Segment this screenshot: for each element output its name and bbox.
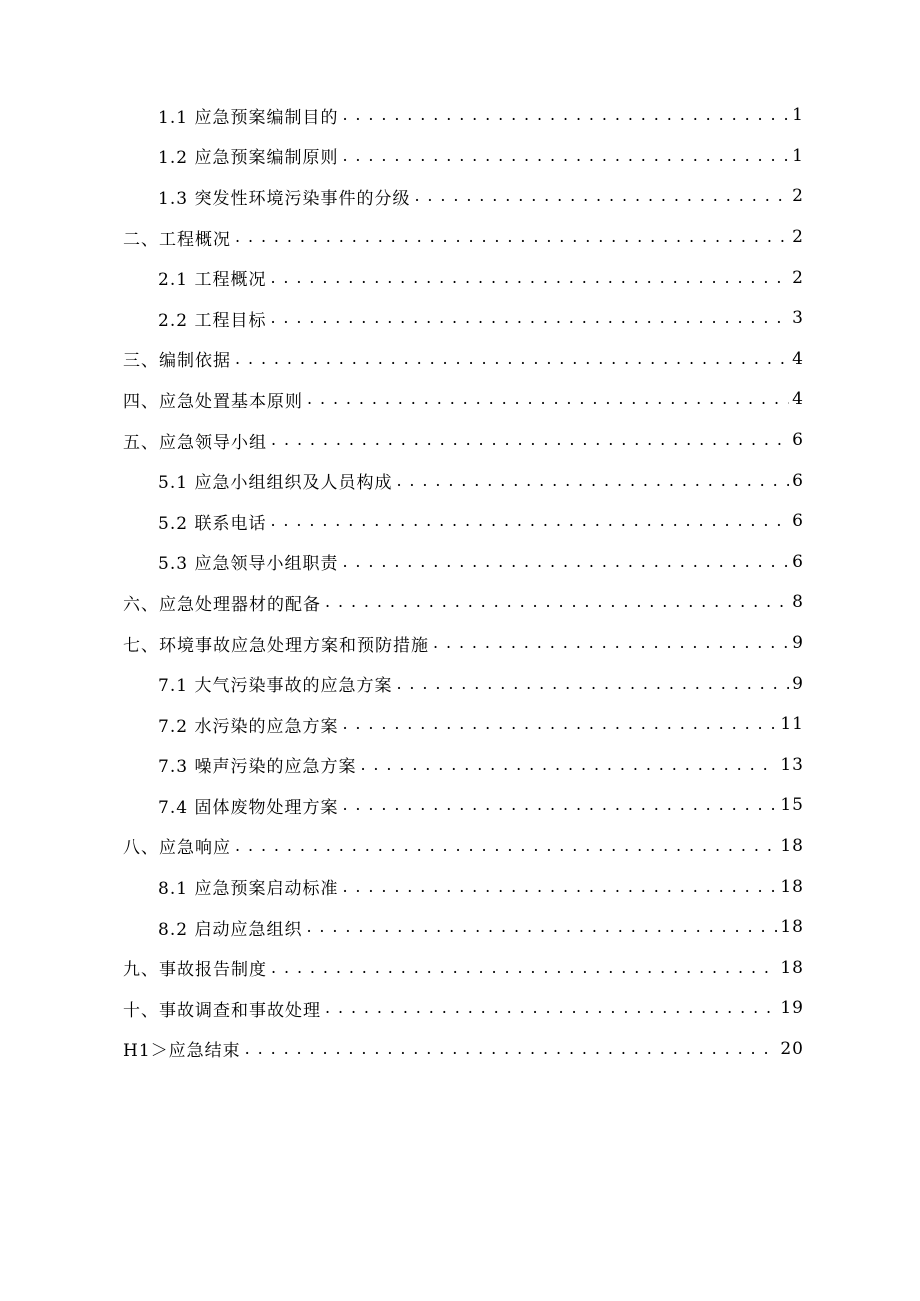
toc-entry-page-number: 13 (780, 754, 804, 775)
toc-dot-leader (270, 510, 789, 532)
toc-entry[interactable] (0, 257, 920, 298)
toc-entry[interactable] (0, 582, 920, 623)
toc-entry-page-number: 15 (780, 795, 804, 816)
toc-entry[interactable] (0, 420, 920, 461)
toc-dot-leader (271, 957, 777, 979)
toc-dot-leader (342, 145, 789, 167)
toc-entry-title: 5.1 应急小组组织及人员构成 (158, 473, 393, 494)
toc-entry-page-number: 9 (792, 673, 804, 694)
toc-entry-title: H1＞应急结束 (123, 1041, 241, 1062)
toc-entry-page-number: 3 (792, 308, 804, 329)
toc-entry-page-number: 2 (792, 267, 804, 288)
toc-entry-title: 1.1 应急预案编制目的 (158, 107, 339, 128)
toc-entry[interactable] (0, 1029, 920, 1070)
toc-entry[interactable] (0, 501, 920, 542)
toc-entry-title: 三、编制依据 (123, 351, 231, 372)
toc-entry[interactable] (0, 907, 920, 948)
toc-entry-title: 九、事故报告制度 (123, 960, 267, 981)
toc-entry-page-number: 4 (792, 389, 804, 410)
toc-entry[interactable] (0, 663, 920, 704)
toc-entry[interactable] (0, 623, 920, 664)
toc-dot-leader (342, 551, 789, 573)
toc-dot-leader (270, 307, 789, 329)
toc-entry-title: 7.3 噪声污染的应急方案 (158, 757, 357, 778)
table-of-contents (0, 95, 920, 1069)
toc-entry[interactable] (0, 95, 920, 136)
toc-dot-leader (235, 226, 789, 248)
toc-entry-title: 二、工程概况 (123, 229, 231, 250)
toc-entry-page-number: 11 (780, 714, 804, 735)
toc-dot-leader (342, 794, 777, 816)
toc-dot-leader (325, 997, 777, 1019)
toc-dot-leader (433, 632, 789, 654)
toc-entry[interactable] (0, 339, 920, 380)
toc-dot-leader (342, 876, 777, 898)
toc-entry-page-number: 1 (792, 145, 804, 166)
toc-entry-title: 十、事故调查和事故处理 (123, 1000, 321, 1021)
toc-entry-title: 5.2 联系电话 (158, 513, 267, 534)
toc-entry-title: 六、应急处理器材的配备 (123, 594, 321, 615)
toc-entry-page-number: 18 (780, 917, 804, 938)
toc-dot-leader (396, 470, 789, 492)
toc-dot-leader (342, 104, 789, 126)
toc-entry-page-number: 1 (792, 105, 804, 126)
toc-entry[interactable] (0, 217, 920, 258)
toc-entry-page-number: 19 (780, 998, 804, 1019)
toc-entry-title: 8.2 启动应急组织 (158, 919, 303, 940)
toc-entry-title: 7.1 大气污染事故的应急方案 (158, 676, 393, 697)
toc-entry-title: 四、应急处置基本原则 (123, 391, 303, 412)
toc-entry[interactable] (0, 866, 920, 907)
toc-dot-leader (270, 267, 789, 289)
toc-entry-page-number: 18 (780, 835, 804, 856)
toc-entry-title: 8.1 应急预案启动标准 (158, 879, 339, 900)
toc-entry[interactable] (0, 988, 920, 1029)
toc-entry-title: 7.4 固体废物处理方案 (158, 797, 339, 818)
toc-dot-leader (360, 754, 777, 776)
toc-entry-page-number: 2 (792, 186, 804, 207)
toc-entry-page-number: 4 (792, 348, 804, 369)
toc-entry[interactable] (0, 745, 920, 786)
toc-entry-title: 八、应急响应 (123, 838, 231, 859)
toc-dot-leader (306, 916, 777, 938)
toc-entry-title: 1.3 突发性环境污染事件的分级 (158, 188, 411, 209)
toc-dot-leader (235, 835, 777, 857)
toc-entry-title: 7.2 水污染的应急方案 (158, 716, 339, 737)
toc-dot-leader (235, 348, 789, 370)
toc-entry-page-number: 2 (792, 227, 804, 248)
toc-entry[interactable] (0, 785, 920, 826)
toc-entry-title: 2.1 工程概况 (158, 270, 267, 291)
toc-entry[interactable] (0, 298, 920, 339)
toc-entry[interactable] (0, 826, 920, 867)
toc-dot-leader (325, 591, 789, 613)
toc-entry-page-number: 6 (792, 470, 804, 491)
toc-entry-page-number: 18 (780, 957, 804, 978)
toc-entry-title: 七、环境事故应急处理方案和预防措施 (123, 635, 429, 656)
toc-entry-page-number: 6 (792, 430, 804, 451)
toc-dot-leader (342, 713, 777, 735)
toc-entry-page-number: 18 (780, 876, 804, 897)
toc-dot-leader (307, 388, 789, 410)
toc-entry-page-number: 8 (792, 592, 804, 613)
toc-entry[interactable] (0, 136, 920, 177)
toc-entry-page-number: 20 (780, 1038, 804, 1059)
toc-dot-leader (245, 1038, 778, 1060)
toc-dot-leader (396, 673, 789, 695)
toc-dot-leader (271, 429, 789, 451)
toc-entry[interactable] (0, 542, 920, 583)
toc-entry-page-number: 6 (792, 551, 804, 572)
toc-entry[interactable] (0, 460, 920, 501)
toc-entry[interactable] (0, 704, 920, 745)
toc-dot-leader (414, 185, 789, 207)
toc-entry[interactable] (0, 947, 920, 988)
toc-entry-title: 5.3 应急领导小组职责 (158, 554, 339, 575)
toc-entry-title: 2.2 工程目标 (158, 310, 267, 331)
toc-entry-title: 五、应急领导小组 (123, 432, 267, 453)
toc-entry[interactable] (0, 379, 920, 420)
toc-entry-title: 1.2 应急预案编制原则 (158, 148, 339, 169)
toc-entry-page-number: 9 (792, 633, 804, 654)
toc-entry[interactable] (0, 176, 920, 217)
toc-entry-page-number: 6 (792, 511, 804, 532)
